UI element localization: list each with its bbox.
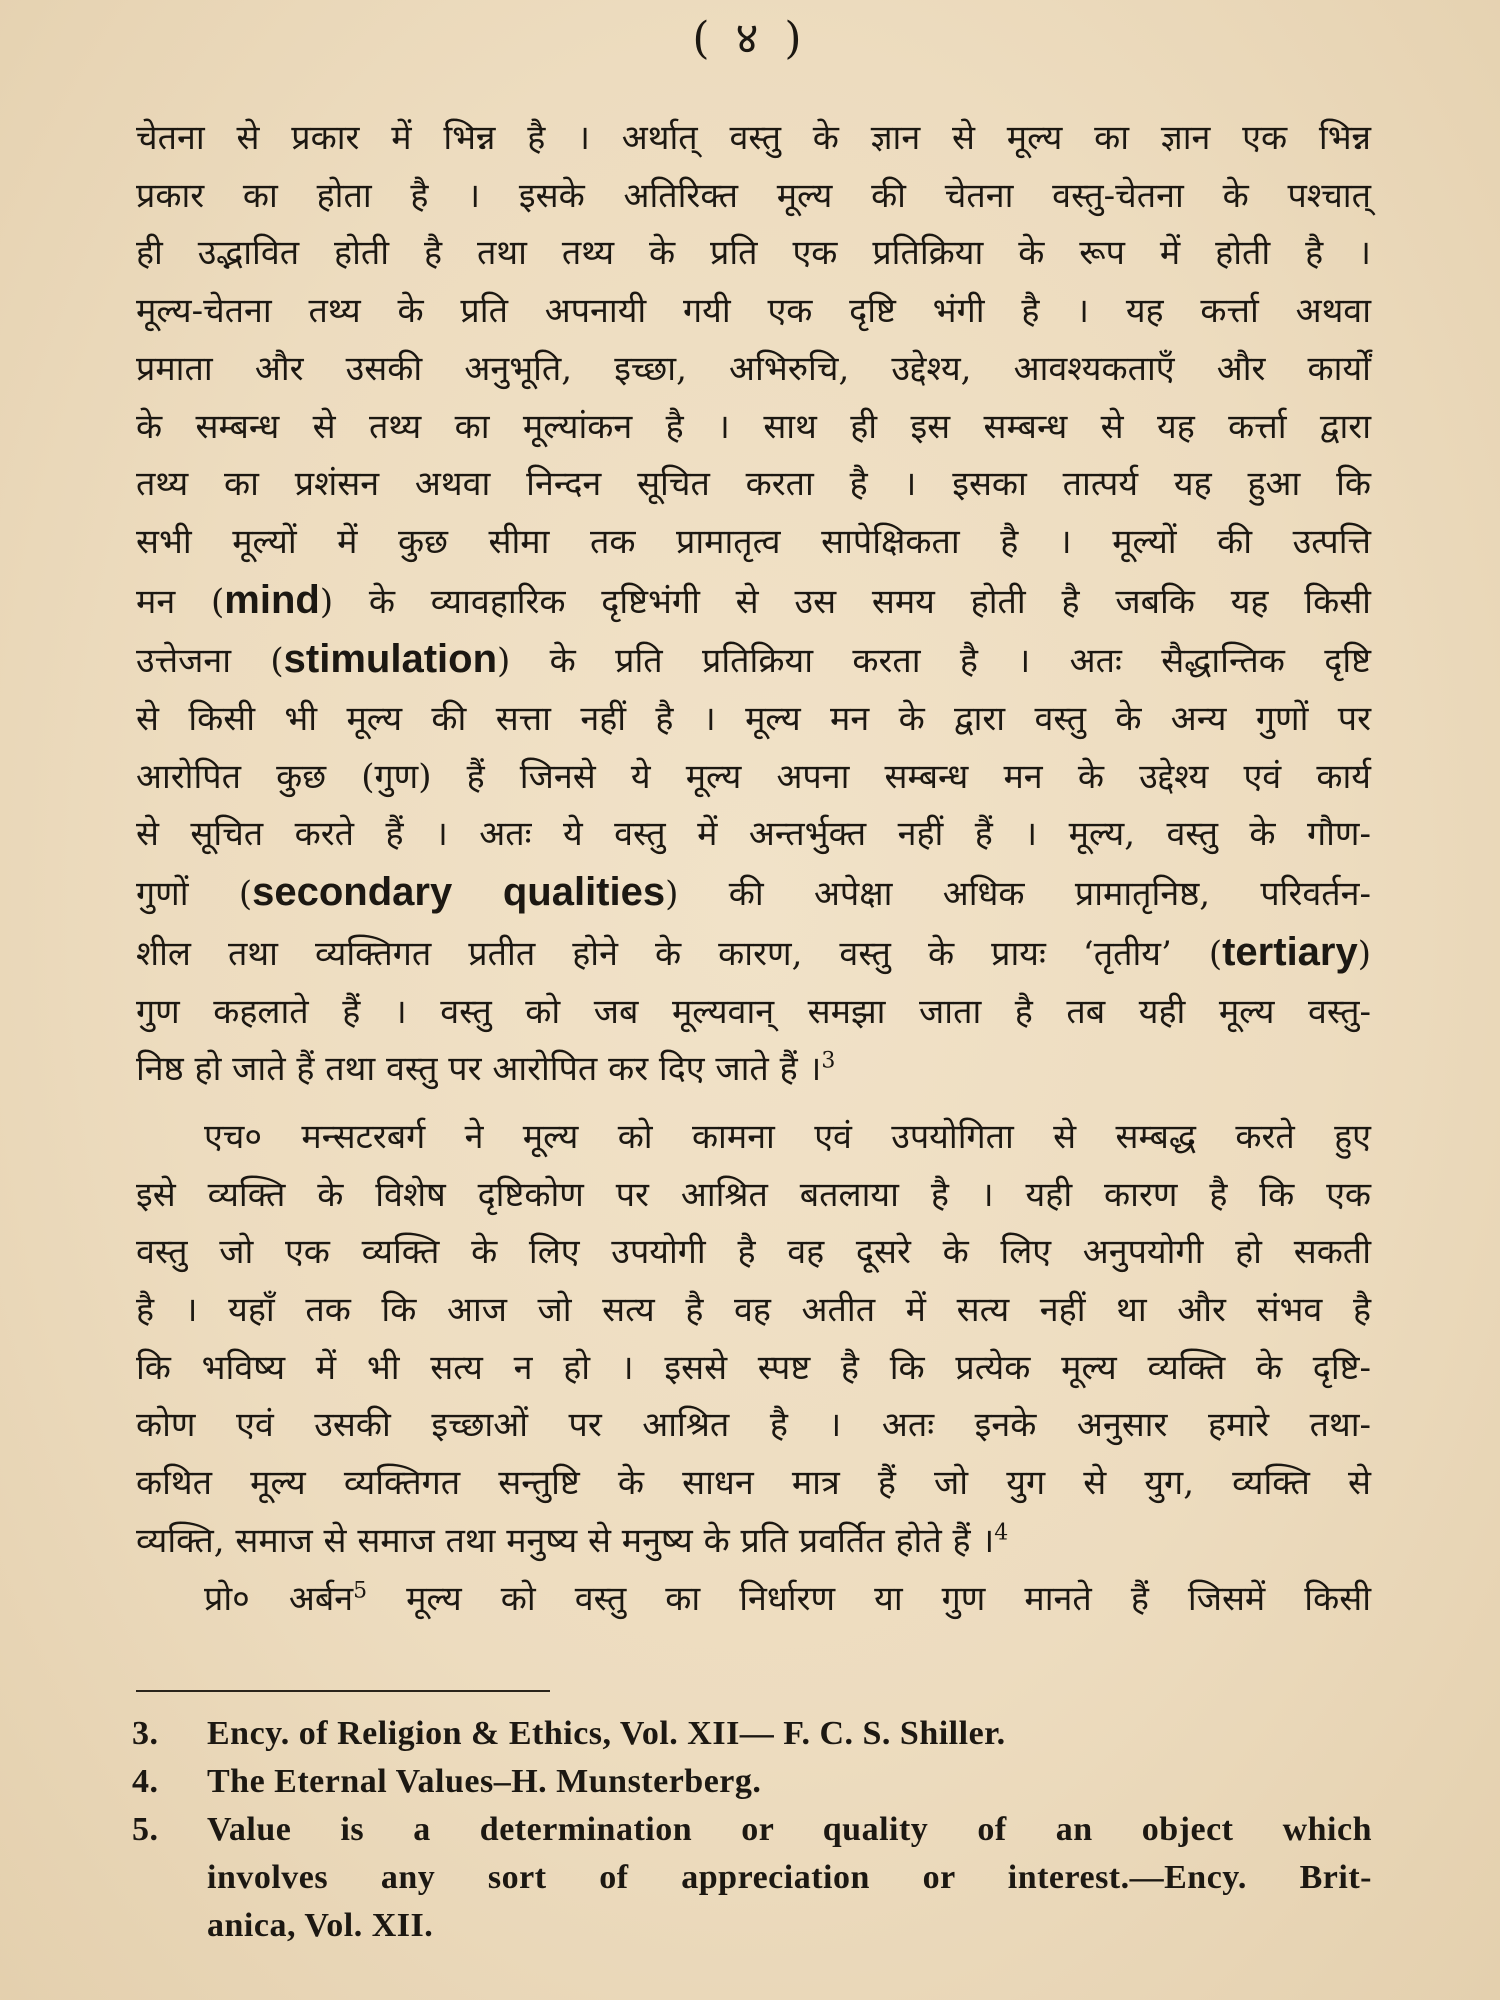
- footnote-5-line-3: anica, Vol. XII.: [207, 1907, 434, 1944]
- paragraph-1-line-7: तथ्य का प्रशंसन अथवा निन्दन सूचित करता है । इसका तात्पर्य यह हुआ कि: [136, 464, 1371, 505]
- paragraph-1-line-3: ही उद्भावित होती है तथा तथ्य के प्रति एक प्रतिक्रिया के रूप में होती है ।: [136, 233, 1371, 274]
- footnote-number: 3.: [132, 1715, 159, 1752]
- paragraph-1-line-17: [136, 1041, 1371, 1099]
- footnote-5: [132, 1806, 1372, 1950]
- paragraph-1-line-14: गुणों (secondary qualities) की अपेक्षा अधिक प्रामातृनिष्ठ, परिवर्तन-: [136, 870, 1372, 915]
- paragraph-1-line-15: शील तथा व्यक्तिगत प्रतीत होने के कारण, वस्तु के प्रायः ‘तृतीय’ (tertiary): [136, 929, 1371, 974]
- footnote-5-line-1: Value is a determination or quality of an object which: [207, 1811, 1372, 1848]
- footnote-ref-3: 3: [821, 1048, 836, 1074]
- paragraph-3-suffix: मूल्य को वस्तु का निर्धारण या गुण मानते हैं जिसमें किसी: [367, 1578, 1371, 1619]
- footnote-5-line-2: involves any sort of appreciation or interest.—Ency. Brit-: [207, 1859, 1372, 1896]
- paragraph-1-line-5: प्रमाता और उसकी अनुभूति, इच्छा, अभिरुचि, उद्देश्य, आवश्यकताएँ और कार्यों: [136, 348, 1371, 389]
- paragraph-1-line-13: से सूचित करते हैं । अतः ये वस्तु में अन्तर्भुक्त नहीं हैं । मूल्य, वस्तु के गौण-: [136, 814, 1371, 855]
- paragraph-1-line-4: मूल्य-चेतना तथ्य के प्रति अपनायी गयी एक दृष्टि भंगी है । यह कर्त्ता अथवा: [136, 291, 1371, 332]
- footnote-number: 4.: [132, 1763, 159, 1800]
- paragraph-1-line-8: सभी मूल्यों में कुछ सीमा तक प्रामातृत्व सापेक्षिकता है । मूल्यों की उत्पत्ति: [136, 521, 1371, 562]
- footnote-3-line-1: Ency. of Religion & Ethics, Vol. XII— F. C. S. Shiller.: [207, 1715, 1006, 1752]
- latin-term: secondary qualities: [252, 870, 666, 915]
- footnote-number: 5.: [132, 1811, 159, 1848]
- footnotes: [132, 1710, 1372, 1950]
- footnote-text: [207, 1806, 1372, 1950]
- footnote-4: [132, 1758, 1372, 1806]
- paragraph-1-line-1: चेतना से प्रकार में भिन्न है । अर्थात् वस्तु के ज्ञान से मूल्य का ज्ञान एक भिन्न: [136, 118, 1371, 158]
- paragraph-2-line-3: वस्तु जो एक व्यक्ति के लिए उपयोगी है वह दूसरे के लिए अनुपयोगी हो सकती: [136, 1232, 1371, 1273]
- paragraph-2-line-4: है । यहाँ तक कि आज जो सत्य है वह अतीत में सत्य नहीं था और संभव है: [136, 1290, 1371, 1331]
- footnote-text: [207, 1758, 1372, 1806]
- paragraph-2-line-8-text: व्यक्ति, समाज से समाज तथा मनुष्य से मनुष्य के प्रति प्रवर्तित होते हैं ।: [136, 1520, 995, 1561]
- latin-term: stimulation: [283, 637, 498, 682]
- paragraph-1-line-16: गुण कहलाते हैं । वस्तु को जब मूल्यवान् समझा जाता है तब यही मूल्य वस्तु-: [136, 991, 1371, 1032]
- paragraph-2-line-1: एच० मन्सटरबर्ग ने मूल्य को कामना एवं उपयोगिता से सम्बद्ध करते हुए: [204, 1116, 1371, 1157]
- paragraph-gap: [136, 1099, 1371, 1109]
- footnote-ref-5: 5: [353, 1578, 368, 1604]
- paragraph-3-prefix: प्रो० अर्बन: [204, 1578, 354, 1619]
- footnote-ref-4: 4: [994, 1520, 1009, 1546]
- paragraph-1-line-10: उत्तेजना (stimulation) के प्रति प्रतिक्रिया करता है । अतः सैद्धान्तिक दृष्टि: [136, 637, 1371, 682]
- paragraph-3-line-1: [136, 1571, 1371, 1629]
- body-text: [136, 110, 1371, 1628]
- paragraph-1-line-9: मन (mind) के व्यावहारिक दृष्टिभंगी से उस समय होती है जबकि यह किसी: [136, 577, 1371, 622]
- paragraph-1-line-11: से किसी भी मूल्य की सत्ता नहीं है । मूल्य मन के द्वारा वस्तु के अन्य गुणों पर: [136, 699, 1371, 740]
- paragraph-2-line-5: कि भविष्य में भी सत्य न हो । इससे स्पष्ट है कि प्रत्येक मूल्य व्यक्ति के दृष्टि-: [136, 1347, 1371, 1388]
- paragraph-2-line-6: कोण एवं उसकी इच्छाओं पर आश्रित है । अतः इनके अनुसार हमारे तथा-: [136, 1405, 1371, 1446]
- footnote-text: [207, 1710, 1372, 1758]
- footnote-divider: [136, 1690, 550, 1692]
- paragraph-2-line-8: [136, 1513, 1371, 1571]
- latin-term: mind: [224, 577, 320, 622]
- paragraph-1-line-2: प्रकार का होता है । इसके अतिरिक्त मूल्य की चेतना वस्तु-चेतना के पश्चात्: [136, 175, 1371, 216]
- footnote-4-line-1: The Eternal Values–H. Munsterberg.: [207, 1763, 762, 1800]
- paragraph-1-line-6: के सम्बन्ध से तथ्य का मूल्यांकन है । साथ ही इस सम्बन्ध से यह कर्त्ता द्वारा: [136, 406, 1371, 447]
- paragraph-2-line-2: इसे व्यक्ति के विशेष दृष्टिकोण पर आश्रित बतलाया है । यही कारण है कि एक: [136, 1174, 1371, 1215]
- page-number: ( ४ ): [692, 13, 808, 64]
- paragraph-1-line-17-text: निष्ठ हो जाते हैं तथा वस्तु पर आरोपित कर दिए जाते हैं ।: [136, 1049, 822, 1090]
- paragraph-1-line-12: आरोपित कुछ (गुण) हैं जिनसे ये मूल्य अपना सम्बन्ध मन के उद्देश्य एवं कार्य: [136, 756, 1371, 797]
- latin-term: tertiary: [1222, 929, 1358, 974]
- footnote-3: [132, 1710, 1372, 1758]
- paragraph-2-line-7: कथित मूल्य व्यक्तिगत सन्तुष्टि के साधन मात्र हैं जो युग से युग, व्यक्ति से: [136, 1463, 1371, 1504]
